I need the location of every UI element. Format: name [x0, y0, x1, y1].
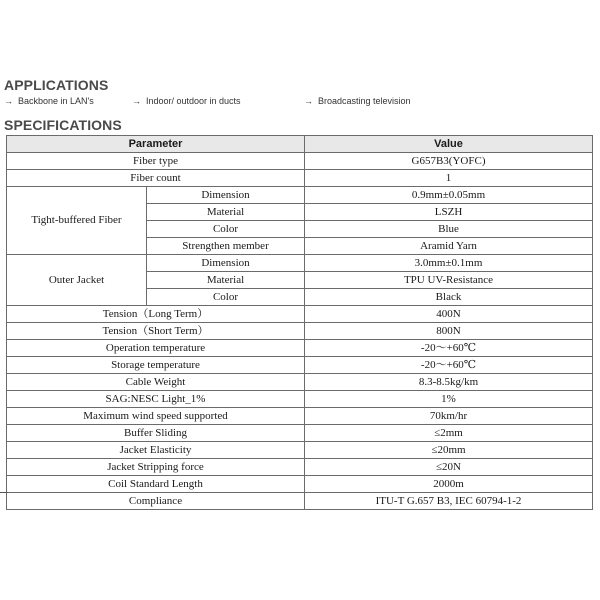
sub-parameter-cell: Material: [147, 204, 305, 221]
parameter-cell: Tension（Long Term）: [7, 306, 305, 323]
value-cell: ITU-T G.657 B3, IEC 60794-1-2: [305, 493, 593, 510]
table-row: [7, 255, 593, 272]
parameter-cell: Maximum wind speed supported: [7, 408, 305, 425]
margin-tick-mark: [0, 492, 8, 493]
value-cell: 400N: [305, 306, 593, 323]
sub-parameter-cell: Dimension: [147, 187, 305, 204]
table-header-row: [7, 136, 593, 153]
value-cell: 1: [305, 170, 593, 187]
value-cell: 2000m: [305, 476, 593, 493]
sub-parameter-cell: Strengthen member: [147, 238, 305, 255]
specifications-heading: SPECIFICATIONS: [4, 117, 122, 133]
value-cell: Black: [305, 289, 593, 306]
arrow-right-icon: →: [304, 96, 313, 106]
parameter-cell: Jacket Elasticity: [7, 442, 305, 459]
parameter-cell: Fiber type: [7, 153, 305, 170]
value-cell: 8.3-8.5kg/km: [305, 374, 593, 391]
parameter-cell: Compliance: [7, 493, 305, 510]
application-label: Backbone in LAN's: [18, 96, 94, 106]
application-item: [304, 96, 411, 106]
application-label: Broadcasting television: [318, 96, 411, 106]
applications-heading: APPLICATIONS: [4, 77, 109, 93]
table-row: [7, 170, 593, 187]
parameter-column-header: Parameter: [7, 136, 305, 153]
value-cell: 70km/hr: [305, 408, 593, 425]
parameter-cell: Cable Weight: [7, 374, 305, 391]
value-cell: 800N: [305, 323, 593, 340]
table-row: [7, 408, 593, 425]
sub-parameter-cell: Material: [147, 272, 305, 289]
parameter-cell: Buffer Sliding: [7, 425, 305, 442]
parameter-cell: Operation temperature: [7, 340, 305, 357]
value-cell: -20～+60℃: [305, 357, 593, 374]
specifications-table: [6, 135, 593, 510]
application-item: [4, 96, 94, 106]
parameter-cell: Storage temperature: [7, 357, 305, 374]
value-cell: TPU UV-Resistance: [305, 272, 593, 289]
application-label: Indoor/ outdoor in ducts: [146, 96, 241, 106]
table-row: [7, 187, 593, 204]
value-cell: ≤20N: [305, 459, 593, 476]
parameter-cell: SAG:NESC Light_1%: [7, 391, 305, 408]
sub-parameter-cell: Color: [147, 289, 305, 306]
parameter-cell: Coil Standard Length: [7, 476, 305, 493]
table-row: [7, 425, 593, 442]
parameter-cell: Tension（Short Term）: [7, 323, 305, 340]
application-item: [132, 96, 241, 106]
group-cell-tight-buffered: Tight-buffered Fiber: [7, 187, 147, 255]
table-row: [7, 340, 593, 357]
applications-list: [4, 96, 594, 110]
table-row: [7, 459, 593, 476]
value-cell: 3.0mm±0.1mm: [305, 255, 593, 272]
table-row: [7, 357, 593, 374]
value-cell: LSZH: [305, 204, 593, 221]
arrow-right-icon: →: [4, 96, 13, 106]
parameter-cell: Fiber count: [7, 170, 305, 187]
table-row: [7, 374, 593, 391]
sub-parameter-cell: Dimension: [147, 255, 305, 272]
value-cell: 0.9mm±0.05mm: [305, 187, 593, 204]
value-cell: ≤2mm: [305, 425, 593, 442]
table-row: [7, 493, 593, 510]
table-row: [7, 306, 593, 323]
value-column-header: Value: [305, 136, 593, 153]
arrow-right-icon: →: [132, 96, 141, 106]
value-cell: Blue: [305, 221, 593, 238]
table-row: [7, 323, 593, 340]
value-cell: -20～+60℃: [305, 340, 593, 357]
value-cell: G657B3(YOFC): [305, 153, 593, 170]
value-cell: ≤20mm: [305, 442, 593, 459]
value-cell: Aramid Yarn: [305, 238, 593, 255]
sub-parameter-cell: Color: [147, 221, 305, 238]
table-row: [7, 153, 593, 170]
table-row: [7, 391, 593, 408]
value-cell: 1%: [305, 391, 593, 408]
table-row: [7, 476, 593, 493]
table-row: [7, 442, 593, 459]
group-cell-outer-jacket: Outer Jacket: [7, 255, 147, 306]
parameter-cell: Jacket Stripping force: [7, 459, 305, 476]
